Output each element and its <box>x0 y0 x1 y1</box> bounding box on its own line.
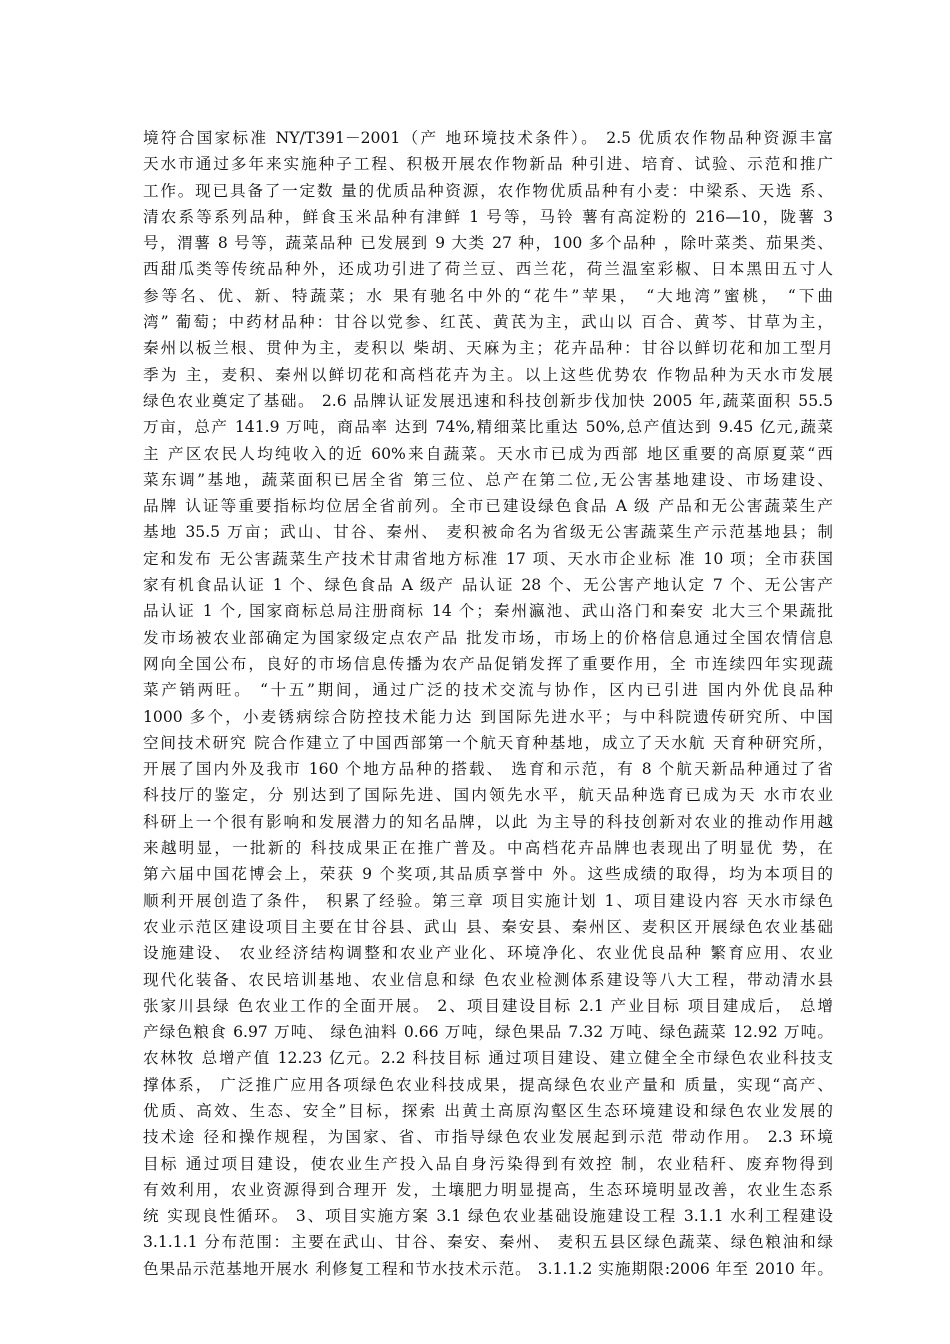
text-line: 3.1.1.1 分布范围：主要在武山、甘谷、秦安、秦州、 麦积五县区绿色蔬菜、绿色粮油和绿 <box>143 1233 833 1252</box>
text-line: 空间技术研究 院合作建立了中国西部第一个航天育种基地，成立了天水航 天育种研究所， <box>143 733 833 752</box>
text-line: 天水市通过多年来实施种子工程、积极开展农作物新品 种引进、培育、试验、示范和推广 <box>143 155 833 174</box>
text-line: 技术途 径和操作规程，为国家、省、市指导绿色农业发展起到示范 带动作用。 2.3 环境 <box>143 1128 833 1147</box>
text-line: 发市场被农业部确定为国家级定点农产品 批发市场，市场上的价格信息通过全国农情信息 <box>143 628 833 647</box>
text-line: 绿色农业奠定了基础。 2.6 品牌认证发展迅速和科技创新步伐加快 2005 年,蔬菜面积 55.5 <box>143 391 833 410</box>
text-line: 境符合国家标准 NY/T391－2001（产 地环境技术条件）。 2.5 优质农作物品种资源丰富 <box>143 129 833 147</box>
text-line: 湾” 葡萄；中药材品种：甘谷以党参、红芪、黄芪为主，武山以 百合、黄芩、甘草为主， <box>143 313 833 332</box>
text-line: 统 实现良性循环。 3、项目实施方案 3.1 绿色农业基础设施建设工程 3.1.1 水利工程建设 <box>143 1207 833 1226</box>
text-line: 家有机食品认证 1 个、绿色食品 A 级产 品认证 28 个、无公害产地认定 7 个、无公害产 <box>143 576 833 595</box>
text-line: 优质、高效、生态、安全”目标，探索 出黄土高原沟壑区生态环境建设和绿色农业发展的 <box>143 1101 833 1120</box>
body-text <box>143 125 833 1282</box>
text-line: 万亩，总产 141.9 万吨，商品率 达到 74%,精细菜比重达 50%,总产值达到 9.45 亿元,蔬菜 <box>143 418 833 437</box>
text-line: 开展了国内外及我市 160 个地方品种的搭载、 选育和示范，有 8 个航天新品种通过了省 <box>143 760 833 779</box>
text-line: 菜东调”基地，蔬菜面积已居全省 第三位、总产在第二位,无公害基地建设、市场建设、 <box>143 470 833 489</box>
text-line: 顺利开展创造了条件， 积累了经验。第三章 项目实施计划 1、项目建设内容 天水市绿色 <box>143 891 833 910</box>
text-line: 农林牧 总增产值 12.23 亿元。2.2 科技目标 通过项目建设、建立健全全市绿色农业科技支 <box>143 1049 833 1068</box>
text-line: 秦州以板兰根、贯仲为主，麦积以 柴胡、天麻为主；花卉品种：甘谷以鲜切花和加工型月 <box>143 339 833 358</box>
text-line: 网向全国公布，良好的市场信息传播为农产品促销发挥了重要作用，全 市连续四年实现蔬 <box>143 654 833 673</box>
text-line: 撑体系， 广泛推广应用各项绿色农业科技成果，提高绿色农业产量和 质量，实现“高产、 <box>143 1075 833 1094</box>
text-line: 产绿色粮食 6.97 万吨、 绿色油料 0.66 万吨，绿色果品 7.32 万吨、绿色蔬菜 12.92 万吨。 <box>143 1023 833 1042</box>
text-line: 品认证 1 个, 国家商标总局注册商标 14 个；秦州瀛池、武山洛门和秦安 北大三个果蔬批 <box>143 602 833 621</box>
text-line: 季为 主，麦积、秦州以鲜切花和高档花卉为主。以上这些优势农 作物品种为天水市发展 <box>143 365 833 384</box>
text-line: 现代化装备、农民培训基地、农业信息和绿 色农业检测体系建设等八大工程，带动清水县 <box>143 970 833 989</box>
text-line: 科技厅的鉴定，分 别达到了国际先进、国内领先水平，航天品种选育已成为天 水市农业 <box>143 786 833 805</box>
text-line: 定和发布 无公害蔬菜生产技术甘肃省地方标准 17 项、天水市企业标 准 10 项；全市获国 <box>143 549 833 568</box>
text-line: 张家川县绿 色农业工作的全面开展。 2、项目建设目标 2.1 产业目标 项目建成后， 总增 <box>143 996 833 1015</box>
text-line: 有效利用，农业资源得到合理开 发，土壤肥力明显提高，生态环境明显改善，农业生态系 <box>143 1180 833 1199</box>
text-line: 目标 通过项目建设，使农业生产投入品自身污染得到有效控 制，农业秸秆、废弃物得到 <box>143 1154 833 1173</box>
text-line: 西甜瓜类等传统品种外，还成功引进了荷兰豆、西兰花，荷兰温室彩椒、日本黑田五寸人 <box>143 260 833 279</box>
text-line: 色果品示范基地开展水 利修复工程和节水技术示范。 3.1.1.2 实施期限:2006 年至 2010 年。 <box>143 1259 833 1278</box>
text-line: 清农系等系列品种，鲜食玉米品种有津鲜 1 号等，马铃 薯有高淀粉的 216—10，陇薯 3 <box>143 207 833 226</box>
text-line: 菜产销两旺。 “十五”期间，通过广泛的技术交流与协作，区内已引进 国内外优良品种 <box>143 681 833 700</box>
text-line: 农业示范区建设项目主要在甘谷县、武山 县、秦安县、秦州区、麦积区开展绿色农业基础 <box>143 917 833 936</box>
text-line: 基地 35.5 万亩；武山、甘谷、秦州、 麦积被命名为省级无公害蔬菜生产示范基地县；制 <box>143 523 833 542</box>
text-line: 1000 多个，小麦锈病综合防控技术能力达 到国际先进水平；与中科院遗传研究所、中国 <box>143 707 833 726</box>
text-line: 号，渭薯 8 号等，蔬菜品种 已发展到 9 大类 27 种，100 多个品种 ，除叶菜类、茄果类、 <box>143 234 833 253</box>
text-line: 第六届中国花博会上，荣获 9 个奖项,其品质享誉中 外。这些成绩的取得，均为本项目的 <box>143 865 833 884</box>
text-line: 品牌 认证等重要指标均位居全省前列。全市已建设绿色食品 A 级 产品和无公害蔬菜生产 <box>143 497 833 516</box>
text-line: 科研上一个很有影响和发展潜力的知名品牌，以此 为主导的科技创新对农业的推动作用越 <box>143 812 833 831</box>
text-line: 设施建设、 农业经济结构调整和农业产业化、环境净化、农业优良品种 繁育应用、农业 <box>143 944 833 963</box>
text-line: 工作。现已具备了一定数 量的优质品种资源，农作物优质品种有小麦：中梁系、天选 系、 <box>143 181 833 200</box>
text-line: 参等名、优、新、特蔬菜；水 果有驰名中外的“花牛”苹果， “大地湾”蜜桃， “下曲 <box>143 286 833 305</box>
text-line: 来越明显，一批新的 科技成果正在推广普及。中高档花卉品牌也表现出了明显优 势，在 <box>143 839 833 858</box>
text-line: 主 产区农民人均纯收入的近 60%来自蔬菜。天水市已成为西部 地区重要的高原夏菜“西 <box>143 444 833 463</box>
